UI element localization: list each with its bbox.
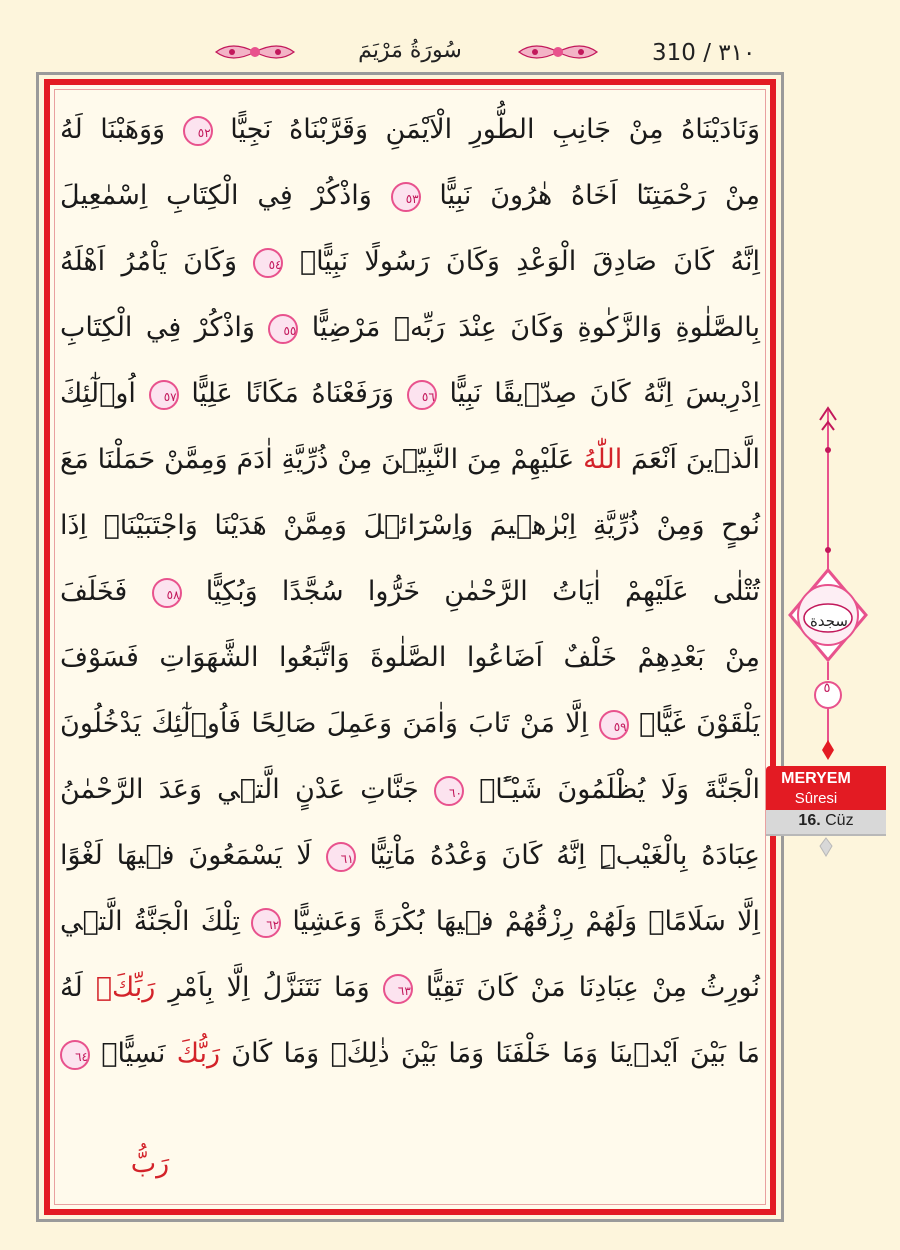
line-text: الْجَنَّةَ وَلَا يُظْلَمُونَ شَيْـًٔاۙ: [479, 774, 760, 805]
header-ornament-left: [212, 38, 298, 66]
line-text: اُو۬لٰٓئِكَ: [60, 378, 136, 409]
highlighted-word: اللّٰهُ: [583, 444, 623, 475]
line-text: تِلْكَ الْجَنَّةُ الَّت۪ي: [60, 906, 240, 937]
text-line-12: [60, 826, 760, 886]
cuz-label: Cüz: [825, 812, 854, 829]
text-line-14: [60, 958, 760, 1018]
line-text: وَمَا نَتَنَزَّلُ اِلَّا بِاَمْرِ: [168, 972, 370, 1003]
surah-badge: [766, 766, 886, 816]
line-text: جَنَّاتِ عَدْنٍ الَّت۪ي وَعَدَ الرَّحْمٰنُ: [60, 774, 419, 805]
text-line-2: [60, 166, 760, 226]
cuz-ornament-icon: [816, 836, 836, 858]
text-line-11: [60, 760, 760, 820]
line-text: وَرَفَعْنَاهُ مَكَانًا عَلِيًّا: [191, 378, 395, 409]
line-text: مِنْ رَحْمَتِنَٓا اَخَاهُ هٰرُونَ نَبِيًّا: [439, 180, 760, 211]
line-text: عِبَادَهُ بِالْغَيْبِۜ اِنَّهُ كَانَ وَعْدُهُ مَاْتِيًّا: [369, 840, 760, 871]
ayah-marker: ٦١: [326, 842, 356, 872]
line-text: اِلَّا سَلَامًاۜ وَلَهُمْ رِزْقُهُمْ ف۪يهَا بُكْرَةً وَعَشِيًّا: [292, 906, 760, 937]
text-line-8: [60, 562, 760, 622]
catchword: رَبُّ: [130, 1148, 170, 1179]
ayah-marker: ٥٤: [253, 248, 283, 278]
line-text: عَلَيْهِمْ مِنَ النَّبِيّ۪نَ مِنْ ذُرِّيَّةِ اٰدَمَ وَمِمَّنْ حَمَلْنَا مَعَ: [60, 444, 575, 475]
surah-badge-name: MERYEM: [781, 770, 851, 787]
sajda-label: سجدة: [810, 612, 848, 630]
line-text: يَلْقَوْنَ غَيًّاۙ: [639, 708, 761, 739]
text-line-6: [60, 430, 760, 490]
ayah-marker: ٥٩: [599, 710, 629, 740]
header-ornament-right: [515, 38, 601, 66]
line-text: وَوَهَبْنَا لَهُ: [60, 114, 166, 145]
line-text: مِنْ بَعْدِهِمْ خَلْفٌ اَضَاعُوا الصَّلٰوةَ وَاتَّبَعُوا الشَّهَوَاتِ فَسَوْفَ: [60, 642, 760, 673]
surah-title: سُورَةُ مَرْيَمَ: [358, 38, 462, 63]
line-text: لَهُ: [60, 972, 83, 1003]
ayah-marker: ٥٦: [407, 380, 437, 410]
ayah-marker: ٦٣: [383, 974, 413, 1004]
text-line-5: [60, 364, 760, 424]
line-text: نُورِثُ مِنْ عِبَادِنَا مَنْ كَانَ تَقِيًّا: [425, 972, 760, 1003]
text-line-4: [60, 298, 760, 358]
highlighted-word: رَبِّكَۚ: [95, 972, 156, 1003]
line-text: مَا بَيْنَ اَيْد۪ينَا وَمَا خَلْفَنَا وَمَا بَيْنَ ذٰلِكَۚ وَمَا كَانَ: [231, 1038, 760, 1069]
ayah-marker: ٦٠: [434, 776, 464, 806]
line-text: الَّذ۪ينَ اَنْعَمَ: [631, 444, 760, 475]
cuz-text: [766, 812, 886, 830]
line-text: فَخَلَفَ: [60, 576, 128, 607]
text-line-13: [60, 892, 760, 952]
text-line-10: [60, 694, 760, 754]
line-text: تُتْلٰى عَلَيْهِمْ اٰيَاتُ الرَّحْمٰنِ خَرُّوا سُجَّدًا وَبُكِيًّا: [205, 576, 760, 607]
text-line-9: [60, 628, 760, 688]
ayah-marker: ٦٤: [60, 1040, 90, 1070]
ayah-marker: ٥٣: [391, 182, 421, 212]
ayah-marker: ٥٥: [268, 314, 298, 344]
surah-badge-sub: Sûresi: [794, 790, 838, 807]
cuz-number: 16.: [798, 812, 821, 829]
ayah-marker: ٦٢: [251, 908, 281, 938]
line-text: نُوحٍ وَمِنْ ذُرِّيَّةِ اِبْرٰه۪يمَ وَاِسْرَٓائ۪لَ وَمِمَّنْ هَدَيْنَا وَاجْتَبَيْنَاۜ اِذَا: [60, 510, 760, 541]
page-number: 310 / ٣١٠: [652, 40, 756, 66]
sajda-number: ٥: [823, 681, 831, 696]
line-text: وَاذْكُرْ فِي الْكِتَابِ اِسْمٰعِيلَ: [60, 180, 372, 211]
line-text: اِنَّهُ كَانَ صَادِقَ الْوَعْدِ وَكَانَ رَسُولًا نَبِيًّاۚ: [299, 246, 760, 277]
line-text: اِلَّا مَنْ تَابَ وَاٰمَنَ وَعَمِلَ صَالِحًا فَاُو۬لٰٓئِكَ يَدْخُلُونَ: [60, 708, 589, 739]
frame-gap: [186, 1160, 206, 1172]
page-header: [0, 0, 900, 70]
line-text: بِالصَّلٰوةِ وَالزَّكٰوةِ وَكَانَ عِنْدَ رَبِّه۪ مَرْضِيًّا: [311, 312, 760, 343]
text-line-15: [60, 1024, 760, 1084]
line-text: وَكَانَ يَاْمُرُ اَهْلَهُ: [60, 246, 238, 277]
text-line-3: [60, 232, 760, 292]
line-text: وَاذْكُرْ فِي الْكِتَابِ: [60, 312, 255, 343]
line-text: لَا يَسْمَعُونَ ف۪يهَا لَغْوًا: [60, 840, 312, 871]
text-line-1: [60, 100, 760, 160]
line-text: وَنَادَيْنَاهُ مِنْ جَانِبِ الطُّورِ الْاَيْمَنِ وَقَرَّبْنَاهُ نَجِيًّا: [230, 114, 760, 145]
ayah-marker: ٥٨: [152, 578, 182, 608]
ayah-marker: ٥٧: [149, 380, 179, 410]
cuz-indicator: [766, 810, 886, 836]
line-text: اِدْرِيسَ اِنَّهُ كَانَ صِدّ۪يقًا نَبِيًّا: [449, 378, 760, 409]
line-text: نَسِيًّاۚ: [101, 1038, 166, 1069]
highlighted-word: رَبُّكَ: [176, 1038, 221, 1069]
text-line-7: [60, 496, 760, 556]
ayah-marker: ٥٢: [183, 116, 213, 146]
